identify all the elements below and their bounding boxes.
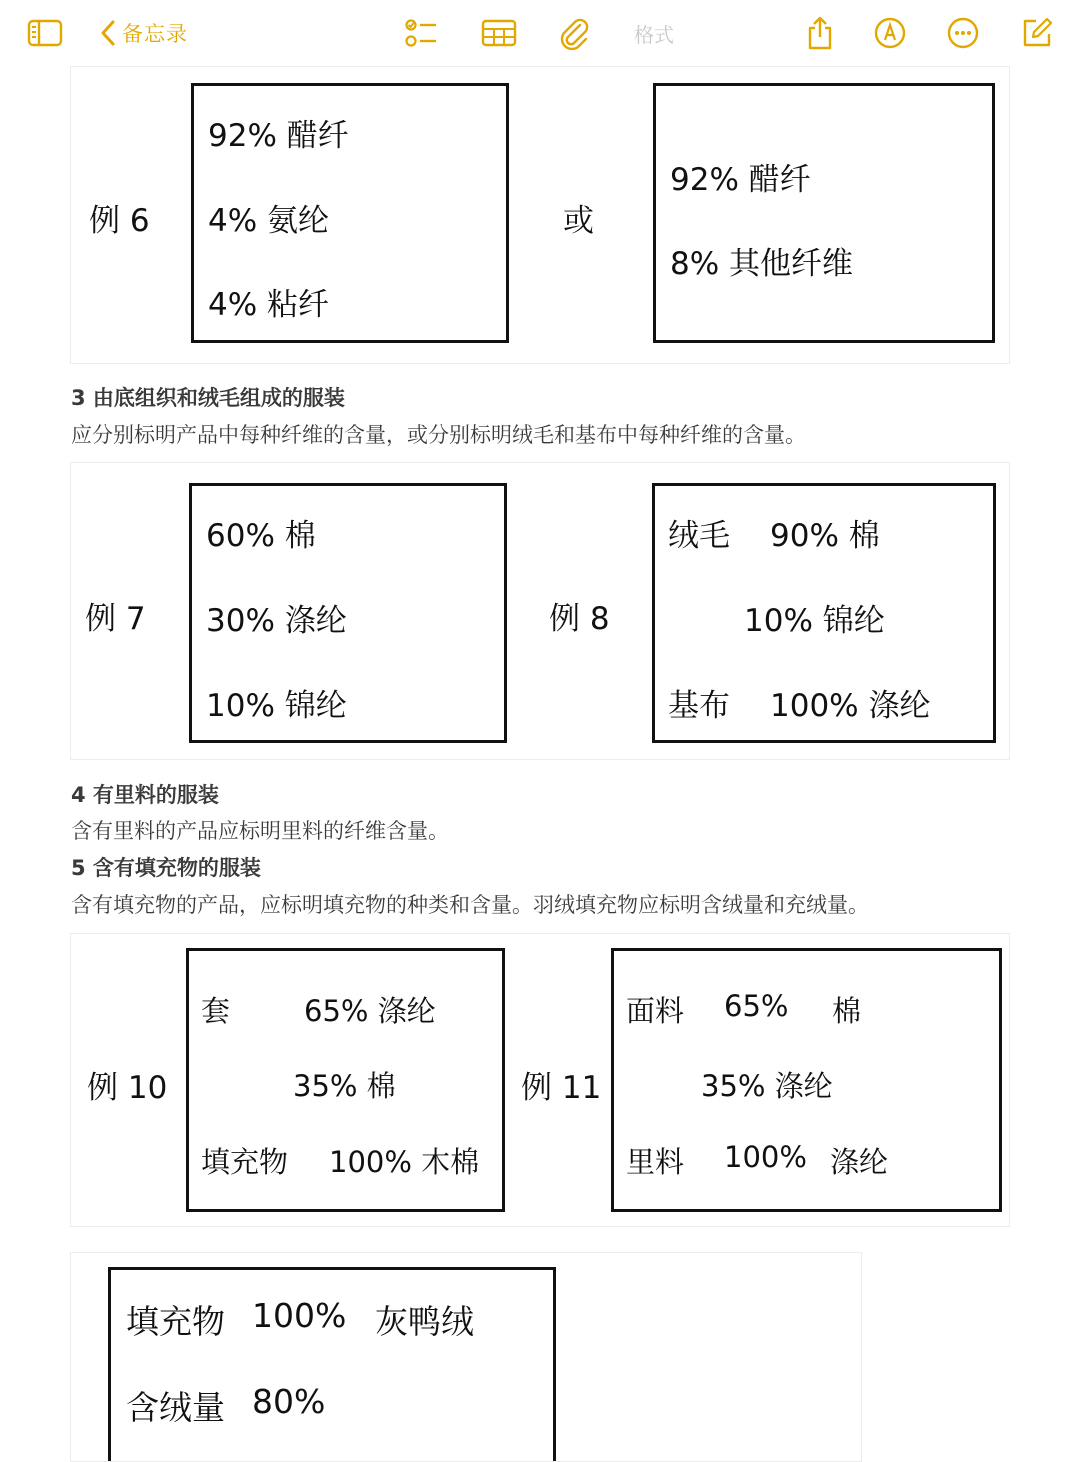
example-label: 例 11 [521, 1070, 602, 1106]
fiber-name: 灰鸭绒 [375, 1302, 474, 1341]
toolbar [0, 0, 1080, 66]
section-text: 含有填充物的产品，应标明填充物的种类和含量。羽绒填充物应标明含绒量和充绒量。 [71, 893, 869, 917]
or-label: 或 [563, 203, 594, 239]
fiber-part-name: 填充物 [126, 1302, 225, 1341]
fiber-line: 60% 棉 [206, 518, 316, 554]
example-image-10-11 [70, 933, 1010, 1227]
fiber-line: 8% 其他纤维 [670, 246, 854, 282]
fiber-line: 92% 醋纤 [208, 118, 349, 154]
fiber-percent: 100% [724, 1140, 807, 1174]
example-image-down [70, 1252, 862, 1462]
section-heading: 5 含有填充物的服装 [71, 856, 261, 880]
more-options-icon[interactable] [945, 14, 981, 52]
example-label: 例 10 [87, 1070, 168, 1106]
fiber-line: 10% 锦纶 [744, 603, 885, 639]
fiber-percent: 100% [252, 1296, 347, 1335]
fiber-line: 90% 棉 [770, 518, 880, 554]
example-image-7-8 [70, 462, 1010, 760]
markup-pen-icon[interactable] [872, 14, 908, 52]
section-text: 含有里料的产品应标明里料的纤维含量。 [71, 819, 449, 843]
fiber-part-name: 绒毛 [668, 518, 730, 554]
fiber-part-name: 里料 [626, 1145, 685, 1179]
compose-icon[interactable] [1019, 14, 1055, 52]
fiber-line: 4% 粘纤 [208, 287, 330, 323]
format-button[interactable] [626, 14, 682, 52]
section-text: 应分别标明产品中每种纤维的含量，或分别标明绒毛和基布中每种纤维的含量。 [71, 423, 806, 447]
fiber-label-box [652, 483, 996, 743]
sidebar-toggle-icon[interactable] [26, 14, 64, 52]
fiber-line: 30% 涤纶 [206, 603, 347, 639]
section-heading: 3 由底组织和绒毛组成的服装 [71, 386, 345, 410]
fiber-label-box [189, 483, 507, 743]
fiber-part-name: 套 [201, 994, 231, 1028]
fiber-line: 35% 棉 [293, 1069, 396, 1103]
fiber-percent: 80% [252, 1382, 326, 1421]
fiber-line: 92% 醋纤 [670, 162, 811, 198]
fiber-part-name: 面料 [626, 994, 685, 1028]
fiber-percent: 65% [724, 989, 789, 1023]
section-heading: 4 有里料的服装 [71, 783, 219, 807]
example-label: 例 8 [549, 601, 610, 637]
checklist-icon[interactable] [403, 14, 439, 52]
example-label: 例 7 [85, 601, 146, 637]
fiber-part-name: 基布 [668, 688, 730, 724]
table-icon[interactable] [480, 14, 518, 52]
fiber-part-name: 含绒量 [126, 1388, 225, 1427]
fiber-label-box [191, 83, 509, 343]
example-label: 例 6 [89, 203, 150, 239]
fiber-label-box [108, 1267, 556, 1462]
paperclip-icon[interactable] [556, 14, 592, 52]
fiber-line: 4% 氨纶 [208, 203, 330, 239]
fiber-line: 35% 涤纶 [701, 1069, 833, 1103]
fiber-line: 10% 锦纶 [206, 688, 347, 724]
share-icon[interactable] [803, 14, 837, 52]
fiber-label-box [186, 948, 505, 1212]
fiber-name: 涤纶 [830, 1145, 889, 1179]
format-label: 格式 [634, 22, 674, 47]
fiber-label-box [611, 948, 1002, 1212]
back-button[interactable] [100, 14, 210, 52]
back-label: 备忘录 [122, 22, 188, 46]
chevron-left-icon [100, 19, 116, 47]
fiber-line: 65% 涤纶 [304, 994, 436, 1028]
fiber-name: 棉 [832, 994, 862, 1028]
fiber-line: 100% 涤纶 [770, 688, 931, 724]
example-image-6 [70, 66, 1010, 364]
fiber-line: 100% 木棉 [329, 1145, 480, 1179]
fiber-part-name: 填充物 [201, 1145, 289, 1179]
fiber-label-box [653, 83, 995, 343]
